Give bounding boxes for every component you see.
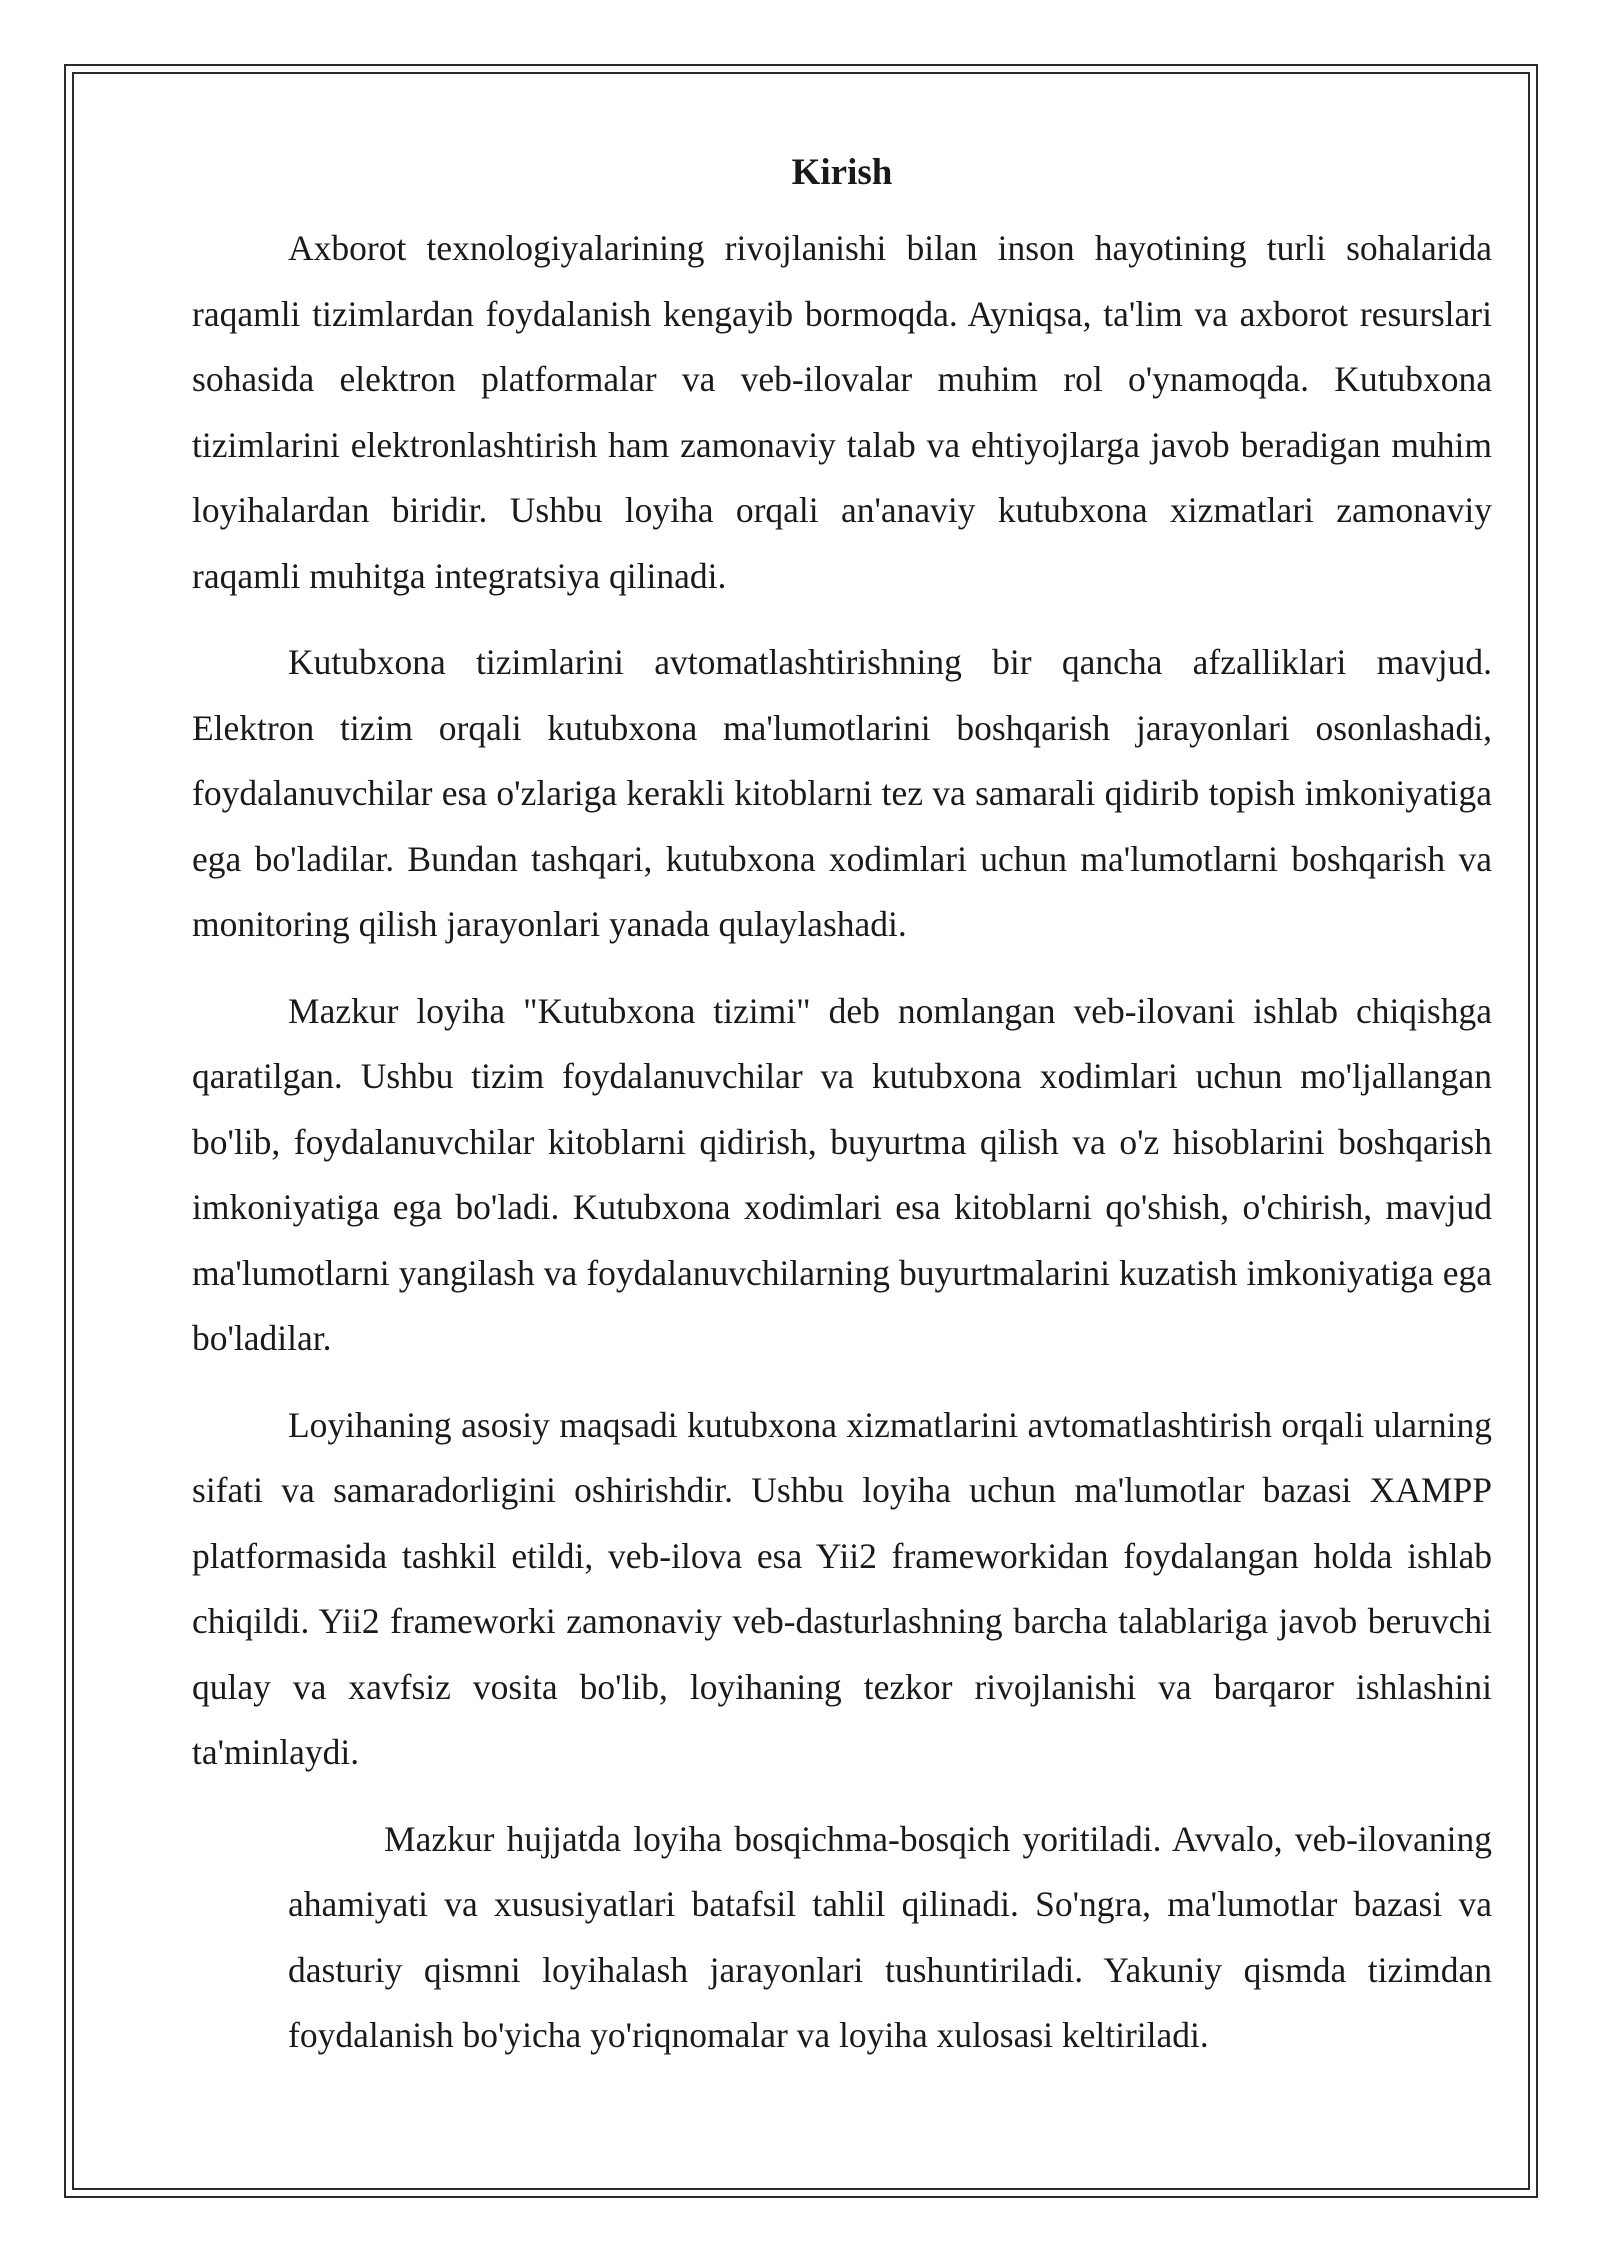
paragraph-1: Axborot texnologiyalarining rivojlanishi bilan inson hayotining turli sohalarida raqamli tizimlardan foydalanish kengayib bormoqda. Ayniqsa, ta'lim va axborot resurslari sohasida elektron platformalar va veb-ilovalar muhim rol o'ynamoqda. Kutubxona tizimlarini elektronlashtirish ham zamonaviy talab va ehtiyojlarga javob beradigan muhim loyihalardan biridir. Ushbu loyiha orqali an'anaviy kutubxona xizmatlari zamonaviy raqamli muhitga integratsiya qilinadi. <box>192 228 1492 596</box>
document-body <box>192 148 1492 2090</box>
paragraph-2: Kutubxona tizimlarini avtomatlashtirishning bir qancha afzalliklari mavjud. Elektron tizim orqali kutubxona ma'lumotlarini boshqarish jarayonlari osonlashadi, foydalanuvchilar esa o'zlariga kerakli kitoblarni tez va samarali qidirib topish imkoniyatiga ega bo'ladilar. Bundan tashqari, kutubxona xodimlari uchun ma'lumotlarni boshqarish va monitoring qilish jarayonlari yanada qulaylashadi. <box>192 642 1492 944</box>
paragraph-4: Loyihaning asosiy maqsadi kutubxona xizmatlarini avtomatlashtirish orqali ularning sifati va samaradorligini oshirishdir. Ushbu loyiha uchun ma'lumotlar bazasi XAMPP platformasida tashkil etildi, veb-ilova esa Yii2 frameworkidan foydalangan holda ishlab chiqildi. Yii2 frameworki zamonaviy veb-dasturlashning barcha talablariga javob beruvchi qulay va xavfsiz vosita bo'lib, loyihaning tezkor rivojlanishi va barqaror ishlashini ta'minlaydi. <box>192 1404 1492 1772</box>
paragraph-5: Mazkur hujjatda loyiha bosqichma-bosqich yoritiladi. Avvalo, veb-ilovaning ahamiyati va xususiyatlari batafsil tahlil qilinadi. So'ngra, ma'lumotlar bazasi va dasturiy qismni loyihalash jarayonlari tushuntiriladi. Yakuniy qismda tizimdan foydalanish bo'yicha yo'riqnomalar va loyiha xulosasi keltiriladi. <box>288 1818 1492 2055</box>
page-title: Kirish <box>791 152 893 193</box>
paragraph-3: Mazkur loyiha "Kutubxona tizimi" deb nomlangan veb-ilovani ishlab chiqishga qaratilgan. Ushbu tizim foydalanuvchilar va kutubxona xodimlari uchun mo'ljallangan bo'lib, foydalanuvchilar kitoblarni qidirish, buyurtma qilish va o'z hisoblarini boshqarish imkoniyatiga ega bo'ladi. Kutubxona xodimlari esa kitoblarni qo'shish, o'chirish, mavjud ma'lumotlarni yangilash va foydalanuvchilarning buyurtmalarini kuzatish imkoniyatiga ega bo'ladilar. <box>192 990 1492 1358</box>
